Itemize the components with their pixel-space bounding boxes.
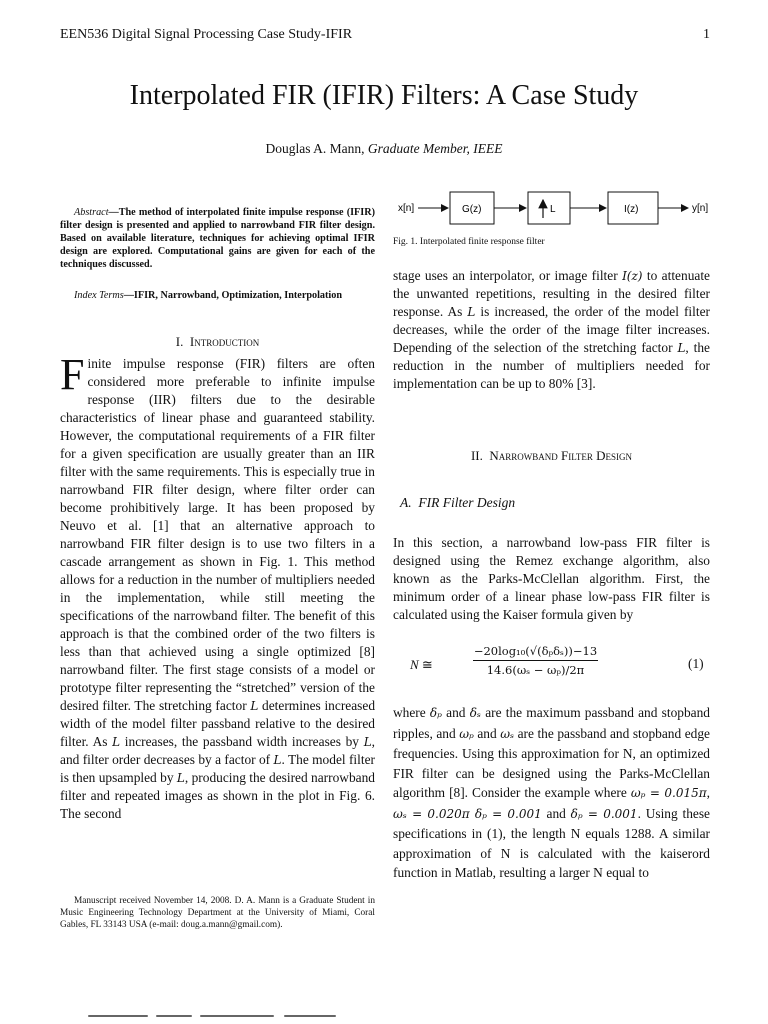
symbol-omega-s: ωₛ	[500, 726, 515, 741]
intro-text-1: inite impulse response (FIR) filters are often considered more preferable to infinite impulse response (IIR) filters due to the desirable characteristics of linear phase and guaranteed stability. However, the computational requirements of a FIR filter for a given specification are usually greater than an IIR filter with the same requirements. This is especially true in narrowband FIR filter design, where filter order can become prohibitively large. It has been proposed by Neuvo et al. [1] that an alternative approach to narrowband FIR filter design is to use two filters in a cascade arrangement as shown in Fig. 1. This method allows for a reduction in the number of multipliers needed in the implementation, while still meeting the specifications of the narrowband filter. The benefit of this approach is that the combined order of the two filters is less than that achieved using a single optimized [8] narrowband filter. The first stage consists of a model or prototype filter representing the “stretched” version of the desired filter. The stretching factor	[60, 356, 375, 713]
text-run: are the passband and stopband edge frequencies. Using this approximation for N, an optimized FIR filter can be designed using the Parks-McClellan algorithm [8]. Consider the example where	[393, 725, 710, 800]
symbol-L: L	[363, 735, 372, 749]
text-run: is increased, the order of the model filter decreases, while the order of the image filter increases. Depending of the selection of the stretching factor	[393, 304, 710, 355]
running-header	[60, 27, 710, 43]
intro-text-5: . The model filter is then upsampled by	[60, 752, 375, 785]
symbol-omega-p: ωₚ	[459, 726, 474, 741]
upsampler-label: L	[550, 204, 556, 215]
author-name: Douglas A. Mann	[265, 141, 362, 156]
subsection-label: A.	[400, 495, 412, 510]
text-run: and	[441, 705, 470, 720]
equation-number: (1)	[688, 656, 704, 671]
text-run: and	[541, 805, 571, 821]
equation-approx: ≅	[421, 657, 433, 672]
right-column-text-2: In this section, a narrowband low-pass FIR filter is designed using the Remez exchange algorithm, also known as the Parks-McClellan algorithm. First, the minimum order of a linear phase low-pass FIR filter is calculated using the Kaiser formula given by	[393, 535, 710, 622]
symbol-L: L	[273, 753, 282, 767]
section-heading-narrowband	[393, 448, 710, 464]
text-run: and	[473, 725, 501, 741]
author-line: Douglas A. Mann, Graduate Member, IEEE	[265, 141, 503, 156]
right-column-text-3	[393, 703, 710, 883]
equation-N: N	[410, 657, 419, 672]
paper-title: Interpolated FIR (IFIR) Filters: A Case Study	[129, 80, 639, 111]
equation-numerator: −20log₁₀(√(δₚδₛ))−13	[473, 644, 598, 661]
abstract-text: —The method of interpolated finite impulse response (IFIR) filter design is presented and applied to narrowband FIR filter design. Based on available literature, techniques for achieving optimal IFIR design are explored. Computational gains are given for each of the techniques discussed.	[60, 207, 375, 270]
symbol-L: L	[112, 735, 121, 749]
drop-cap: F	[60, 350, 85, 399]
introduction-text	[60, 350, 376, 823]
upsampler-block	[528, 192, 570, 224]
symbol-L: L	[467, 305, 476, 319]
section-number: II.	[470, 448, 483, 463]
symbol-Iz: I(z)	[622, 269, 643, 283]
example-delta-p: δₚ = 0.001	[570, 806, 638, 821]
diagram-input-label: x[n]	[398, 203, 415, 214]
symbol-delta-s: δₛ	[469, 706, 481, 720]
header-course-title: EEN536 Digital Signal Processing Case Study-IFIR	[60, 27, 353, 42]
page-number: 1	[703, 27, 710, 42]
symbol-L: L	[677, 341, 686, 355]
section-title: Narrowband Filter Design	[489, 448, 633, 463]
footnote: Manuscript received November 14, 2008. D. A. Mann is a Graduate Student in Music Engineering Technology Department at the University of Miami, Coral Gables, FL 33143 USA (e-mail: doug.a.mann@gmail.com).	[60, 896, 375, 930]
abstract-label: Abstract	[74, 207, 109, 218]
symbol-L: L	[250, 699, 259, 713]
text-run: are the maximum passband and stopband ripples, and	[393, 705, 710, 741]
block-diagram	[390, 180, 720, 235]
text-run: where	[393, 705, 430, 720]
text-run: ,	[706, 785, 710, 800]
image-filter-label: I(z)	[624, 204, 639, 215]
equation-denominator: 14.6(ωₛ − ωₚ)/2π	[486, 663, 585, 677]
subsection-title: FIR Filter Design	[418, 495, 516, 510]
intro-text-2: determines increased width of the model filter passband relative to the desired filter. As	[60, 698, 376, 749]
figure-caption: Fig. 1. Interpolated finite response filter	[393, 237, 545, 247]
text-run: , the reduction in the number of multipliers needed for implementation can be up to 80% [3].	[393, 340, 710, 391]
index-terms-text: —IFIR, Narrowband, Optimization, Interpolation	[123, 290, 343, 301]
section-heading-introduction	[60, 334, 375, 350]
right-column-text-1	[393, 267, 710, 393]
text-run: stage uses an interpolator, or image filter	[393, 268, 623, 283]
text-run: . Using these specifications in (1), the length N equals 1288. A similar approximation of N is calculated with the kaiserord function in Matlab, resulting a larger N equal to	[393, 805, 710, 880]
symbol-delta-p: δₚ	[429, 706, 442, 720]
text-run: to attenuate the unwanted repetitions, resulting in the desired filter response. As	[393, 268, 711, 319]
example-omega-p: ωₚ = 0.015π	[630, 786, 707, 800]
intro-text-4: , and filter order decreases by a factor of	[60, 734, 376, 767]
cropped-bottom-text	[88, 1012, 348, 1022]
intro-text-6: , producing the desired narrowband filter and repeated images as shown in the plot in Fig. 6. The second	[60, 770, 375, 821]
equation-fraction	[473, 644, 598, 677]
equation-lhs	[410, 657, 433, 673]
section-number: I.	[175, 334, 184, 349]
example-omega-s: ωₛ = 0.020π δₚ = 0.001	[393, 806, 542, 821]
author-affiliation: Graduate Member, IEEE	[367, 141, 503, 156]
model-filter-label: G(z)	[462, 204, 482, 215]
index-terms	[60, 289, 375, 302]
intro-text-3: increases, the passband width increases by	[120, 734, 364, 749]
diagram-output-label: y[n]	[692, 203, 709, 214]
kaiser-equation	[393, 644, 710, 694]
abstract	[60, 206, 375, 271]
symbol-L: L	[176, 771, 185, 785]
section-title: Introduction	[189, 334, 260, 349]
index-terms-label: Index Terms	[74, 290, 124, 301]
subsection-heading	[400, 495, 515, 511]
